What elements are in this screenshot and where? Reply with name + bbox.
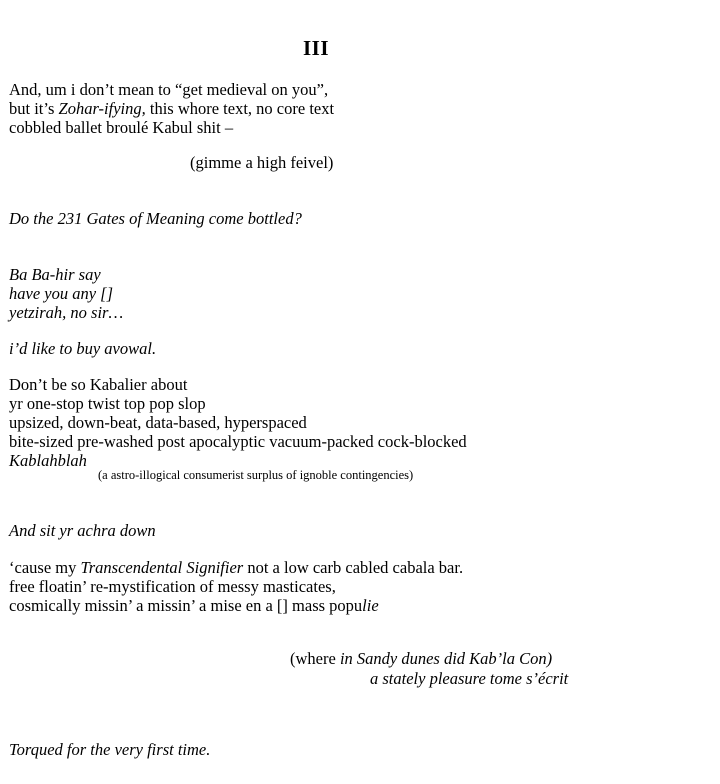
italic-run: lie xyxy=(362,596,379,615)
poem-line xyxy=(9,303,123,322)
roman-run: not a low carb cabled cabala bar. xyxy=(243,558,464,577)
poem-line xyxy=(9,80,334,99)
poem-line xyxy=(9,339,156,358)
stanza-4 xyxy=(9,339,156,358)
italic-run: in Sandy dunes did Kab’la Con) xyxy=(339,649,553,668)
roman-run: upsized, down-beat, data-based, hyperspaced xyxy=(9,413,307,432)
stanza-7 xyxy=(9,558,463,615)
stanza-2 xyxy=(9,209,302,228)
poem-line xyxy=(9,118,334,137)
italic-run: And sit yr achra down xyxy=(9,521,156,540)
roman-run: (where xyxy=(290,649,340,668)
roman-run: Don’t be so Kabalier about xyxy=(9,375,188,394)
roman-run: (a astro-illogical consumerist surplus of ignoble contingencies) xyxy=(98,468,414,482)
poem-line xyxy=(9,99,334,118)
italic-run: Torqued for the very first time. xyxy=(9,740,211,759)
italic-run: Ba Ba-hir say xyxy=(9,265,101,284)
stanza-5 xyxy=(9,375,467,470)
poem-line xyxy=(9,558,463,577)
poem-line xyxy=(190,153,333,172)
roman-run: (gimme a high feivel) xyxy=(190,153,334,172)
roman-run: cobbled ballet broulé Kabul shit – xyxy=(9,118,234,137)
poem-line xyxy=(9,413,467,432)
poem-line xyxy=(9,577,463,596)
italic-run: i’d like to buy avowal. xyxy=(9,339,157,358)
page-title: III xyxy=(302,36,330,60)
poem-line xyxy=(9,284,123,303)
stanza-6 xyxy=(9,521,156,540)
italic-run: have you any [] xyxy=(9,284,114,303)
roman-run: this whore text, no core text xyxy=(145,99,335,118)
roman-run: bite-sized pre-washed post apocalyptic vacuum-packed cock-blocked xyxy=(9,432,467,451)
italic-run: a stately pleasure tome s’écrit xyxy=(370,669,569,688)
poem-line xyxy=(290,669,568,689)
roman-run: but it’s xyxy=(9,99,59,118)
italic-run: Kablahblah xyxy=(9,451,87,470)
roman-run: And, um i don’t mean to “get medieval on you”, xyxy=(9,80,329,99)
roman-run: yr one-stop twist top pop slop xyxy=(9,394,206,413)
stanza-8 xyxy=(9,740,210,759)
italic-run: Transcendental Signifier xyxy=(80,558,244,577)
poem-line xyxy=(9,394,467,413)
poem-line xyxy=(9,432,467,451)
aside-3 xyxy=(290,649,568,689)
poem-line xyxy=(290,649,568,669)
stanza-1 xyxy=(9,80,334,137)
poem-line xyxy=(9,209,302,228)
roman-run: free floatin’ re-mystification of messy masticates, xyxy=(9,577,336,596)
poem-line xyxy=(9,740,210,759)
poem-line xyxy=(98,468,413,483)
italic-run: yetzirah, no sir… xyxy=(9,303,124,322)
aside-2 xyxy=(98,468,413,483)
poem-line xyxy=(9,521,156,540)
italic-run: Do the 231 Gates of Meaning come bottled? xyxy=(9,209,302,228)
roman-run: cosmically missin’ a missin’ a mise en a [] mass popu xyxy=(9,596,363,615)
aside-1 xyxy=(190,153,333,172)
poem-line xyxy=(9,596,463,615)
stanza-3 xyxy=(9,265,123,322)
italic-run: Zohar-ifying, xyxy=(58,99,146,118)
poem-line xyxy=(9,265,123,284)
roman-run: ‘cause my xyxy=(9,558,81,577)
poem-line xyxy=(9,375,467,394)
